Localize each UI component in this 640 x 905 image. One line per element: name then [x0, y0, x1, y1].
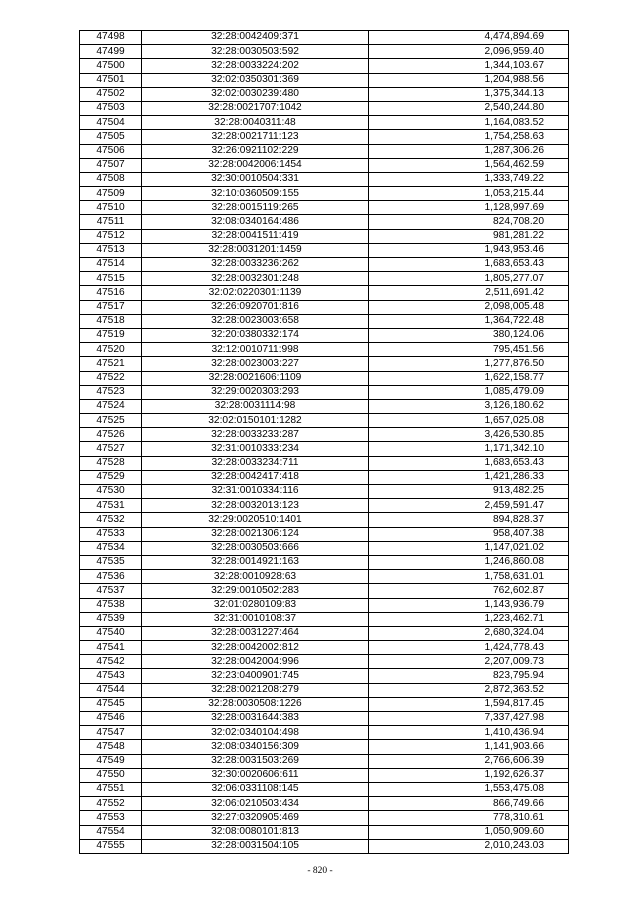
amount-cell: 1,085,479.09 — [369, 385, 569, 399]
amount-cell: 1,622,158.77 — [369, 371, 569, 385]
row-number-cell: 47549 — [80, 754, 142, 768]
cadastral-number-cell: 32:29:0010502:283 — [142, 584, 369, 598]
cadastral-number-cell: 32:28:0030503:592 — [142, 45, 369, 59]
table-row — [80, 811, 569, 825]
cadastral-number-cell: 32:30:0020606:611 — [142, 768, 369, 782]
table-row — [80, 697, 569, 711]
amount-cell: 866,749.66 — [369, 797, 569, 811]
row-number-cell: 47521 — [80, 357, 142, 371]
cadastral-number-cell: 32:28:0031201:1459 — [142, 243, 369, 257]
amount-cell: 1,344,103.67 — [369, 59, 569, 73]
table-row — [80, 243, 569, 257]
row-number-cell: 47532 — [80, 513, 142, 527]
row-number-cell: 47536 — [80, 570, 142, 584]
row-number-cell: 47534 — [80, 541, 142, 555]
row-number-cell: 47499 — [80, 45, 142, 59]
table-row — [80, 612, 569, 626]
amount-cell: 778,310.61 — [369, 811, 569, 825]
cadastral-number-cell: 32:08:0340164:486 — [142, 215, 369, 229]
table-row — [80, 428, 569, 442]
table-row — [80, 187, 569, 201]
amount-cell: 1,164,083.52 — [369, 116, 569, 130]
amount-cell: 1,657,025.08 — [369, 414, 569, 428]
cadastral-number-cell: 32:08:0080101:813 — [142, 825, 369, 839]
amount-cell: 1,204,988.56 — [369, 73, 569, 87]
amount-cell: 795,451.56 — [369, 343, 569, 357]
amount-cell: 981,281.22 — [369, 229, 569, 243]
row-number-cell: 47513 — [80, 243, 142, 257]
cadastral-number-cell: 32:28:0041511:419 — [142, 229, 369, 243]
table-row — [80, 598, 569, 612]
amount-cell: 1,754,258.63 — [369, 130, 569, 144]
row-number-cell: 47552 — [80, 797, 142, 811]
row-number-cell: 47537 — [80, 584, 142, 598]
amount-cell: 1,410,436.94 — [369, 726, 569, 740]
row-number-cell: 47527 — [80, 442, 142, 456]
table-row — [80, 144, 569, 158]
table-row — [80, 726, 569, 740]
table-row — [80, 45, 569, 59]
amount-cell: 1,943,953.46 — [369, 243, 569, 257]
row-number-cell: 47514 — [80, 258, 142, 272]
cadastral-number-cell: 32:27:0320905:469 — [142, 811, 369, 825]
amount-cell: 1,223,462.71 — [369, 612, 569, 626]
cadastral-number-cell: 32:29:0020303:293 — [142, 385, 369, 399]
cadastral-number-cell: 32:28:0033236:262 — [142, 258, 369, 272]
table-row — [80, 215, 569, 229]
table-row — [80, 655, 569, 669]
cadastral-number-cell: 32:10:0360509:155 — [142, 187, 369, 201]
amount-cell: 1,171,342.10 — [369, 442, 569, 456]
amount-cell: 7,337,427.98 — [369, 712, 569, 726]
cadastral-number-cell: 32:08:0340156:309 — [142, 740, 369, 754]
table-row — [80, 357, 569, 371]
amount-cell: 1,128,997.69 — [369, 201, 569, 215]
amount-cell: 1,594,817.45 — [369, 697, 569, 711]
cadastral-number-cell: 32:28:0031504:105 — [142, 839, 369, 853]
table-row — [80, 258, 569, 272]
cadastral-number-cell: 32:06:0210503:434 — [142, 797, 369, 811]
table-row — [80, 485, 569, 499]
table-row — [80, 825, 569, 839]
row-number-cell: 47525 — [80, 414, 142, 428]
row-number-cell: 47498 — [80, 31, 142, 45]
cadastral-number-cell: 32:28:0033224:202 — [142, 59, 369, 73]
cadastral-number-cell: 32:28:0042004:996 — [142, 655, 369, 669]
table-row — [80, 116, 569, 130]
row-number-cell: 47523 — [80, 385, 142, 399]
amount-cell: 1,147,021.02 — [369, 541, 569, 555]
amount-cell: 1,564,462.59 — [369, 158, 569, 172]
amount-cell: 2,766,606.39 — [369, 754, 569, 768]
amount-cell: 1,683,653.43 — [369, 258, 569, 272]
cadastral-number-cell: 32:28:0021707:1042 — [142, 101, 369, 115]
table-row — [80, 584, 569, 598]
cadastral-number-cell: 32:31:0010333:234 — [142, 442, 369, 456]
amount-cell: 4,474,894.69 — [369, 31, 569, 45]
cadastral-number-cell: 32:26:0921102:229 — [142, 144, 369, 158]
row-number-cell: 47507 — [80, 158, 142, 172]
row-number-cell: 47541 — [80, 641, 142, 655]
table-row — [80, 712, 569, 726]
table-row — [80, 229, 569, 243]
amount-cell: 1,424,778.43 — [369, 641, 569, 655]
cadastral-number-cell: 32:02:0220301:1139 — [142, 286, 369, 300]
amount-cell: 1,192,626.37 — [369, 768, 569, 782]
cadastral-number-cell: 32:28:0023003:227 — [142, 357, 369, 371]
cadastral-number-cell: 32:28:0042417:418 — [142, 470, 369, 484]
cadastral-number-cell: 32:28:0032013:123 — [142, 499, 369, 513]
cadastral-number-cell: 32:23:0400901:745 — [142, 669, 369, 683]
table-row — [80, 87, 569, 101]
row-number-cell: 47546 — [80, 712, 142, 726]
row-number-cell: 47516 — [80, 286, 142, 300]
cadastral-number-cell: 32:29:0020510:1401 — [142, 513, 369, 527]
amount-cell: 1,050,909.60 — [369, 825, 569, 839]
row-number-cell: 47526 — [80, 428, 142, 442]
table-row — [80, 669, 569, 683]
amount-cell: 2,872,363.52 — [369, 683, 569, 697]
cadastral-number-cell: 32:31:0010334:116 — [142, 485, 369, 499]
row-number-cell: 47551 — [80, 782, 142, 796]
row-number-cell: 47512 — [80, 229, 142, 243]
amount-cell: 913,482.25 — [369, 485, 569, 499]
table-row — [80, 683, 569, 697]
table-row — [80, 31, 569, 45]
amount-cell: 1,375,344.13 — [369, 87, 569, 101]
table-row — [80, 414, 569, 428]
cadastral-number-cell: 32:28:0031114:98 — [142, 399, 369, 413]
row-number-cell: 47518 — [80, 314, 142, 328]
table-row — [80, 158, 569, 172]
row-number-cell: 47540 — [80, 626, 142, 640]
cadastral-number-cell: 32:28:0021606:1109 — [142, 371, 369, 385]
page-number: - 820 - — [307, 866, 333, 876]
cadastral-number-cell: 32:28:0031227:464 — [142, 626, 369, 640]
amount-cell: 894,828.37 — [369, 513, 569, 527]
row-number-cell: 47542 — [80, 655, 142, 669]
row-number-cell: 47530 — [80, 485, 142, 499]
table-row — [80, 59, 569, 73]
row-number-cell: 47553 — [80, 811, 142, 825]
amount-cell: 380,124.06 — [369, 328, 569, 342]
table-row — [80, 343, 569, 357]
table-row — [80, 201, 569, 215]
row-number-cell: 47517 — [80, 300, 142, 314]
table-row — [80, 286, 569, 300]
cadastral-number-cell: 32:28:0042002:812 — [142, 641, 369, 655]
table-row — [80, 740, 569, 754]
table-row — [80, 130, 569, 144]
amount-cell: 1,053,215.44 — [369, 187, 569, 201]
row-number-cell: 47538 — [80, 598, 142, 612]
row-number-cell: 47555 — [80, 839, 142, 853]
table-row — [80, 399, 569, 413]
table-row — [80, 641, 569, 655]
amount-cell: 958,407.38 — [369, 527, 569, 541]
table-row — [80, 541, 569, 555]
row-number-cell: 47509 — [80, 187, 142, 201]
table-row — [80, 272, 569, 286]
amount-cell: 1,553,475.08 — [369, 782, 569, 796]
amount-cell: 2,511,691.42 — [369, 286, 569, 300]
cadastral-number-cell: 32:02:0150101:1282 — [142, 414, 369, 428]
table-body — [80, 31, 569, 854]
cadastral-number-cell: 32:02:0340104:498 — [142, 726, 369, 740]
row-number-cell: 47503 — [80, 101, 142, 115]
cadastral-number-cell: 32:31:0010108:37 — [142, 612, 369, 626]
table-row — [80, 328, 569, 342]
cadastral-number-cell: 32:28:0015119:265 — [142, 201, 369, 215]
row-number-cell: 47506 — [80, 144, 142, 158]
amount-cell: 2,459,591.47 — [369, 499, 569, 513]
cadastral-number-cell: 32:12:0010711:998 — [142, 343, 369, 357]
table-row — [80, 172, 569, 186]
table-row — [80, 754, 569, 768]
amount-cell: 3,426,530.85 — [369, 428, 569, 442]
cadastral-number-cell: 32:28:0040311:48 — [142, 116, 369, 130]
table-row — [80, 570, 569, 584]
amount-cell: 2,207,009.73 — [369, 655, 569, 669]
table-row — [80, 797, 569, 811]
cadastral-number-cell: 32:28:0033234:711 — [142, 456, 369, 470]
cadastral-number-cell: 32:20:0380332:174 — [142, 328, 369, 342]
row-number-cell: 47531 — [80, 499, 142, 513]
amount-cell: 2,010,243.03 — [369, 839, 569, 853]
row-number-cell: 47539 — [80, 612, 142, 626]
row-number-cell: 47554 — [80, 825, 142, 839]
cadastral-number-cell: 32:28:0042409:371 — [142, 31, 369, 45]
amount-cell: 1,758,631.01 — [369, 570, 569, 584]
row-number-cell: 47528 — [80, 456, 142, 470]
amount-cell: 2,098,005.48 — [369, 300, 569, 314]
table-row — [80, 527, 569, 541]
amount-cell: 1,683,653.43 — [369, 456, 569, 470]
row-number-cell: 47508 — [80, 172, 142, 186]
row-number-cell: 47524 — [80, 399, 142, 413]
cadastral-number-cell: 32:06:0331108:145 — [142, 782, 369, 796]
data-table — [79, 30, 569, 854]
cadastral-number-cell: 32:28:0030508:1226 — [142, 697, 369, 711]
cadastral-number-cell: 32:01:0280109:83 — [142, 598, 369, 612]
table-row — [80, 555, 569, 569]
table-row — [80, 768, 569, 782]
cadastral-number-cell: 32:02:0350301:369 — [142, 73, 369, 87]
row-number-cell: 47519 — [80, 328, 142, 342]
table-row — [80, 513, 569, 527]
cadastral-number-cell: 32:28:0023003:658 — [142, 314, 369, 328]
cadastral-number-cell: 32:02:0030239:480 — [142, 87, 369, 101]
cadastral-number-cell: 32:28:0030503:666 — [142, 541, 369, 555]
amount-cell: 1,421,286.33 — [369, 470, 569, 484]
cadastral-number-cell: 32:28:0010928:63 — [142, 570, 369, 584]
table-row — [80, 314, 569, 328]
row-number-cell: 47515 — [80, 272, 142, 286]
amount-cell: 1,333,749.22 — [369, 172, 569, 186]
amount-cell: 1,805,277.07 — [369, 272, 569, 286]
amount-cell: 1,287,306.26 — [369, 144, 569, 158]
cadastral-number-cell: 32:28:0031503:269 — [142, 754, 369, 768]
table-row — [80, 499, 569, 513]
table-row — [80, 470, 569, 484]
amount-cell: 2,540,244.80 — [369, 101, 569, 115]
amount-cell: 824,708.20 — [369, 215, 569, 229]
table-row — [80, 456, 569, 470]
table-row — [80, 371, 569, 385]
row-number-cell: 47500 — [80, 59, 142, 73]
table-row — [80, 300, 569, 314]
row-number-cell: 47505 — [80, 130, 142, 144]
amount-cell: 1,141,903.66 — [369, 740, 569, 754]
table-row — [80, 442, 569, 456]
table-row — [80, 73, 569, 87]
amount-cell: 3,126,180.62 — [369, 399, 569, 413]
cadastral-number-cell: 32:28:0021711:123 — [142, 130, 369, 144]
row-number-cell: 47501 — [80, 73, 142, 87]
cadastral-number-cell: 32:30:0010504:331 — [142, 172, 369, 186]
amount-cell: 823,795.94 — [369, 669, 569, 683]
amount-cell: 2,680,324.04 — [369, 626, 569, 640]
amount-cell: 1,277,876.50 — [369, 357, 569, 371]
cadastral-number-cell: 32:28:0042006:1454 — [142, 158, 369, 172]
row-number-cell: 47502 — [80, 87, 142, 101]
row-number-cell: 47545 — [80, 697, 142, 711]
row-number-cell: 47510 — [80, 201, 142, 215]
row-number-cell: 47548 — [80, 740, 142, 754]
amount-cell: 1,143,936.79 — [369, 598, 569, 612]
row-number-cell: 47504 — [80, 116, 142, 130]
cadastral-number-cell: 32:28:0014921:163 — [142, 555, 369, 569]
table-row — [80, 101, 569, 115]
row-number-cell: 47522 — [80, 371, 142, 385]
row-number-cell: 47529 — [80, 470, 142, 484]
row-number-cell: 47550 — [80, 768, 142, 782]
row-number-cell: 47547 — [80, 726, 142, 740]
table-row — [80, 626, 569, 640]
cadastral-number-cell: 32:28:0021306:124 — [142, 527, 369, 541]
table-row — [80, 385, 569, 399]
cadastral-number-cell: 32:26:0920701:816 — [142, 300, 369, 314]
cadastral-number-cell: 32:28:0021208:279 — [142, 683, 369, 697]
row-number-cell: 47511 — [80, 215, 142, 229]
cadastral-number-cell: 32:28:0033233:287 — [142, 428, 369, 442]
row-number-cell: 47533 — [80, 527, 142, 541]
amount-cell: 762,602.87 — [369, 584, 569, 598]
row-number-cell: 47543 — [80, 669, 142, 683]
amount-cell: 2,096,959.40 — [369, 45, 569, 59]
row-number-cell: 47535 — [80, 555, 142, 569]
cadastral-number-cell: 32:28:0031644:383 — [142, 712, 369, 726]
row-number-cell: 47520 — [80, 343, 142, 357]
amount-cell: 1,246,860.08 — [369, 555, 569, 569]
table-row — [80, 839, 569, 853]
cadastral-number-cell: 32:28:0032301:248 — [142, 272, 369, 286]
amount-cell: 1,364,722.48 — [369, 314, 569, 328]
table-row — [80, 782, 569, 796]
row-number-cell: 47544 — [80, 683, 142, 697]
